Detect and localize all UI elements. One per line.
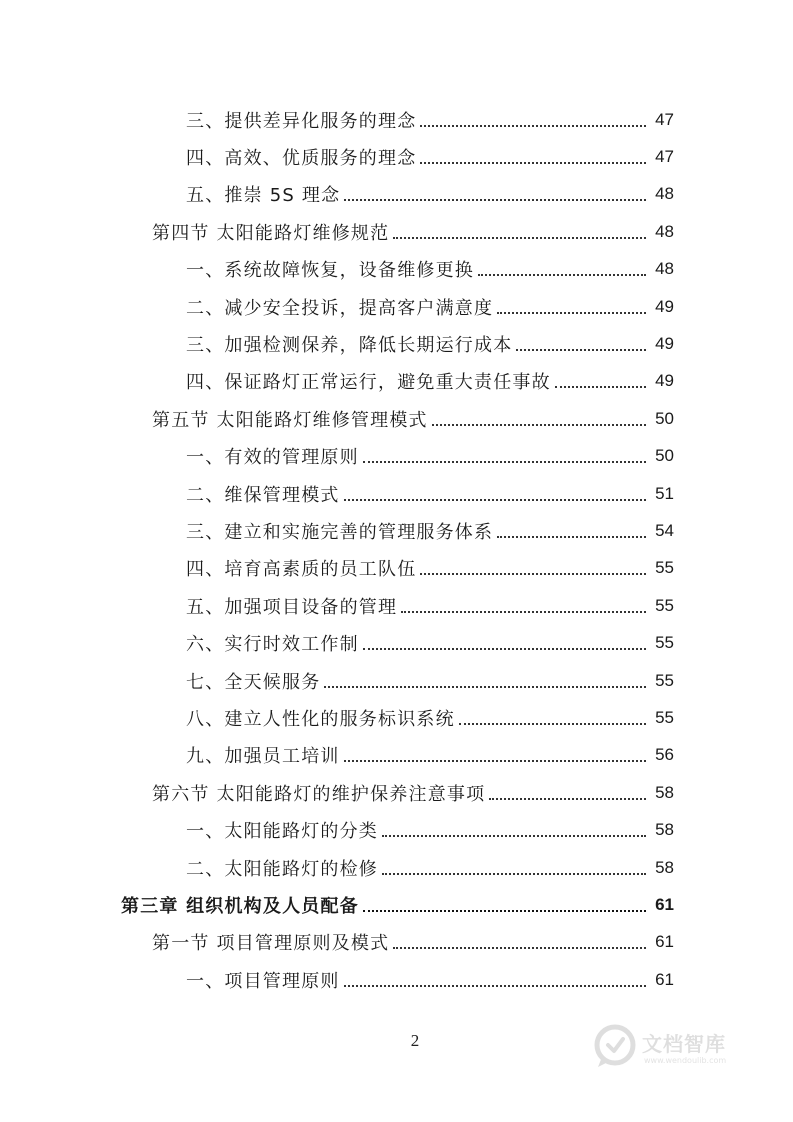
toc-entry-page-number: 47 [655,147,674,167]
toc-entry-label: 第六节 太阳能路灯的维护保养注意事项 [152,783,486,805]
toc-dot-leader [382,835,646,837]
toc-entry-page-number: 58 [655,782,674,802]
toc-entry-label: 七、全天候服务 [186,671,321,693]
toc-entry-item[interactable] [0,811,793,848]
table-of-contents [0,101,793,998]
toc-dot-leader [363,648,646,650]
toc-entry-page-number: 58 [655,857,674,877]
toc-dot-leader [497,312,646,314]
toc-entry-page-number: 58 [655,820,674,840]
watermark-url: www.wendoulib.com [644,1056,727,1065]
toc-entry-page-number: 49 [655,334,674,354]
toc-entry-page-number: 47 [655,109,674,129]
toc-dot-leader [401,611,646,613]
toc-entry-page-number: 61 [655,894,674,914]
toc-entry-label: 第五节 太阳能路灯维修管理模式 [152,409,428,431]
toc-entry-label: 三、提供差异化服务的理念 [186,110,417,132]
toc-entry-label: 六、实行时效工作制 [186,634,359,656]
toc-entry-page-number: 55 [655,595,674,615]
toc-entry-label: 一、项目管理原则 [186,970,340,992]
toc-entry-item[interactable] [0,251,793,288]
toc-entry-label: 二、太阳能路灯的检修 [186,858,378,880]
toc-dot-leader [393,947,646,949]
toc-entry-page-number: 49 [655,296,674,316]
toc-entry-label: 一、系统故障恢复，设备维修更换 [186,260,474,282]
toc-dot-leader [432,424,646,426]
toc-entry-page-number: 51 [655,483,674,503]
toc-dot-leader [363,461,646,463]
toc-entry-page-number: 56 [655,745,674,765]
toc-entry-label: 八、建立人性化的服务标识系统 [186,708,455,730]
toc-entry-item[interactable] [0,438,793,475]
toc-dot-leader [324,686,646,688]
toc-entry-label: 第一节 项目管理原则及模式 [152,933,390,955]
toc-entry-item[interactable] [0,550,793,587]
toc-dot-leader [382,873,646,875]
toc-entry-item[interactable] [0,176,793,213]
toc-entry-item[interactable] [0,363,793,400]
toc-entry-label: 九、加强员工培训 [186,746,340,768]
toc-entry-item[interactable] [0,475,793,512]
toc-dot-leader [363,910,646,912]
toc-entry-item[interactable] [0,587,793,624]
toc-entry-page-number: 61 [655,932,674,952]
toc-dot-leader [344,499,646,501]
toc-entry-section[interactable] [0,400,793,437]
toc-entry-page-number: 49 [655,371,674,391]
toc-dot-leader [555,386,646,388]
toc-entry-item[interactable] [0,624,793,661]
toc-entry-page-number: 48 [655,184,674,204]
toc-dot-leader [459,723,646,725]
toc-entry-label: 四、保证路灯正常运行，避免重大责任事故 [186,372,551,394]
toc-entry-item[interactable] [0,662,793,699]
toc-entry-item[interactable] [0,325,793,362]
toc-entry-page-number: 55 [655,670,674,690]
page-number: 2 [410,1031,420,1050]
toc-dot-leader [393,237,646,239]
toc-entry-item[interactable] [0,138,793,175]
toc-entry-page-number: 61 [655,969,674,989]
chat-bubble-logo-icon [592,1024,638,1070]
toc-entry-chapter[interactable] [0,886,793,923]
toc-entry-page-number: 55 [655,558,674,578]
toc-dot-leader [344,985,646,987]
toc-entry-label: 二、维保管理模式 [186,484,340,506]
toc-entry-section[interactable] [0,213,793,250]
toc-dot-leader [489,798,646,800]
toc-entry-item[interactable] [0,288,793,325]
toc-entry-label: 二、减少安全投诉，提高客户满意度 [186,297,494,319]
toc-dot-leader [516,349,646,351]
toc-entry-item[interactable] [0,699,793,736]
toc-entry-label: 五、加强项目设备的管理 [186,596,398,618]
toc-entry-item[interactable] [0,961,793,998]
toc-dot-leader [478,274,646,276]
toc-dot-leader [420,573,646,575]
toc-entry-label: 四、高效、优质服务的理念 [186,148,417,170]
toc-entry-label: 三、建立和实施完善的管理服务体系 [186,521,494,543]
toc-entry-label: 一、有效的管理原则 [186,447,359,469]
toc-entry-item[interactable] [0,737,793,774]
toc-entry-label: 四、培育高素质的员工队伍 [186,559,417,581]
toc-entry-item[interactable] [0,512,793,549]
toc-dot-leader [344,199,646,201]
toc-entry-label: 五、推崇 5S 理念 [186,185,341,207]
toc-entry-item[interactable] [0,101,793,138]
toc-entry-page-number: 50 [655,408,674,428]
watermark-text: 文档智库 [642,1032,726,1056]
toc-entry-page-number: 54 [655,520,674,540]
toc-entry-section[interactable] [0,924,793,961]
toc-entry-page-number: 50 [655,446,674,466]
toc-entry-page-number: 48 [655,259,674,279]
toc-dot-leader [420,162,646,164]
toc-entry-label: 第四节 太阳能路灯维修规范 [152,222,390,244]
toc-dot-leader [420,125,646,127]
toc-entry-page-number: 48 [655,221,674,241]
toc-entry-label: 一、太阳能路灯的分类 [186,821,378,843]
toc-entry-page-number: 55 [655,707,674,727]
toc-dot-leader [497,536,646,538]
toc-entry-item[interactable] [0,849,793,886]
watermark [592,1018,762,1074]
toc-entry-page-number: 55 [655,633,674,653]
toc-dot-leader [344,760,646,762]
toc-entry-section[interactable] [0,774,793,811]
toc-entry-label: 第三章 组织机构及人员配备 [121,895,359,917]
toc-entry-label: 三、加强检测保养，降低长期运行成本 [186,335,513,357]
